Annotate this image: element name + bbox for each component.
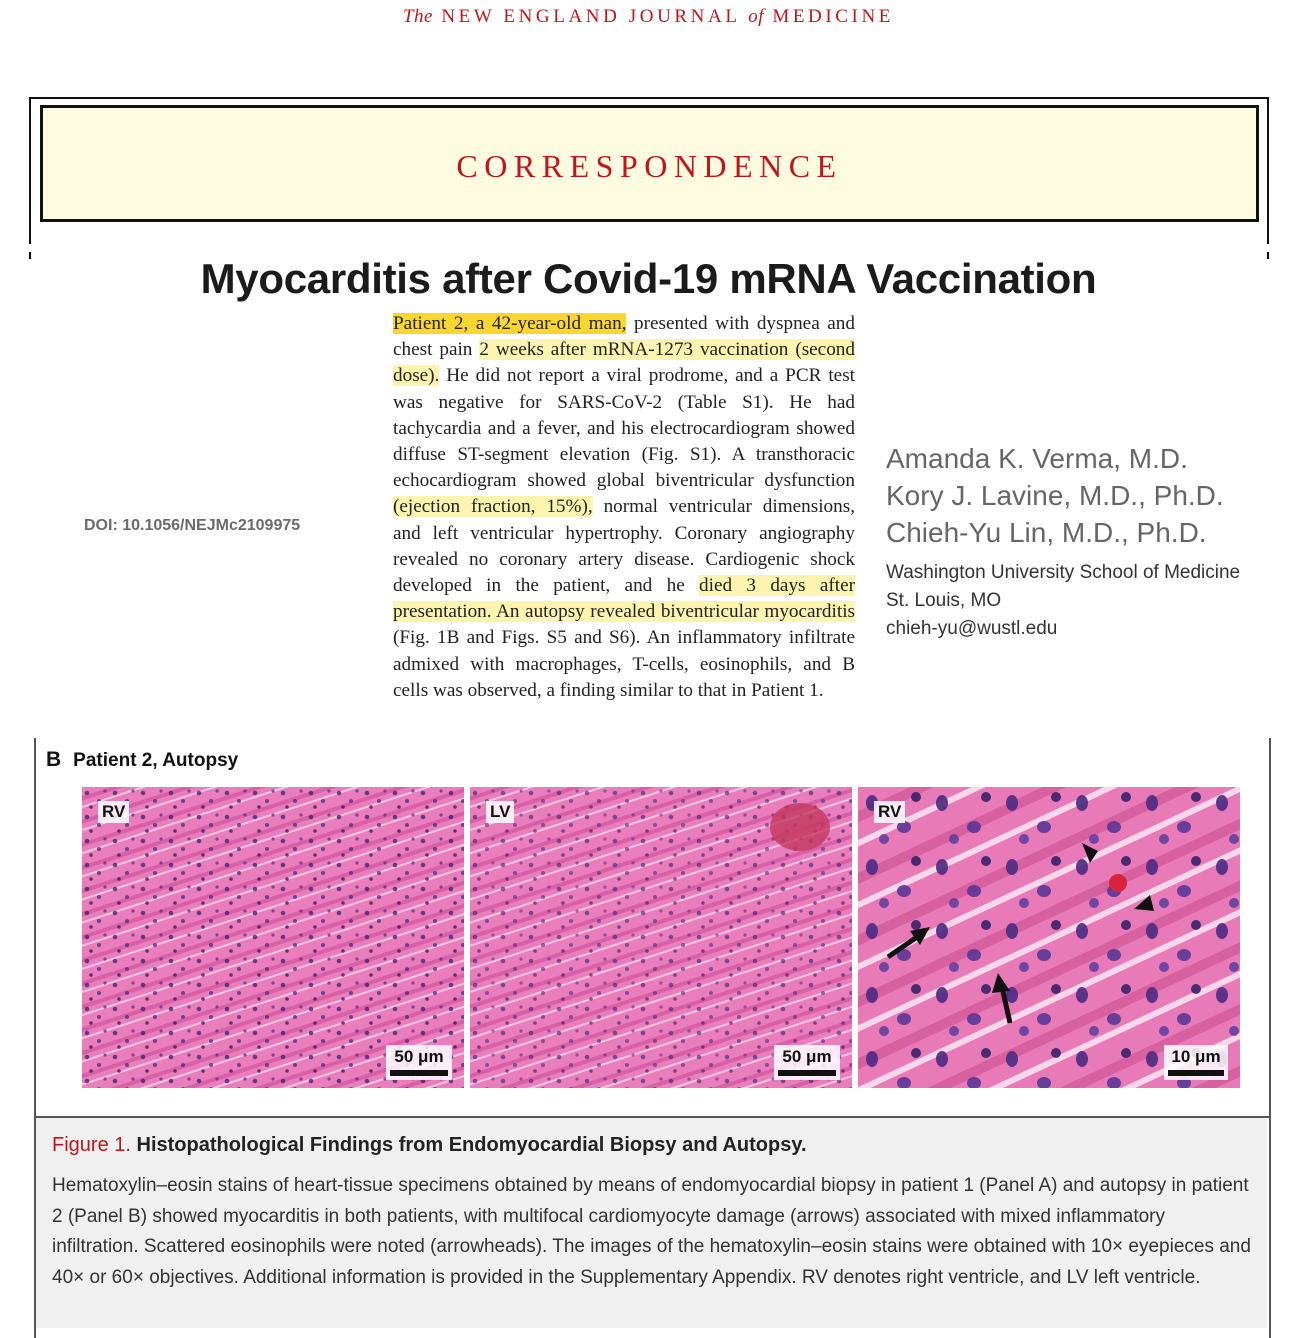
masthead-of: of xyxy=(748,6,764,27)
figure-caption: Hematoxylin–eosin stains of heart-tissue specimens obtained by means of endomyocardial biopsy in patient 1 (Panel A) and autopsy in patient 2 (Panel B) showed myocarditis in both patients, with multifocal cardiomyocyte damage (arrows) associated with mixed inflammatory infiltration. Scattered eosinophils were noted (arrowheads). The images of the hematoxylin–eosin stains were obtained with 10× eyepieces and 40× or 60× objectives. Additional information is provided in the Supplementary Appendix. RV denotes right ventricle, and LV left ventricle. xyxy=(52,1175,1251,1288)
author-name: Kory J. Lavine, M.D., Ph.D. xyxy=(886,480,1224,511)
image-label: RV xyxy=(874,801,905,823)
micrograph-lv-low xyxy=(470,787,852,1088)
scale-bar: 50 μm xyxy=(386,1045,452,1080)
panel-title: Patient 2, Autopsy xyxy=(73,750,239,771)
tissue-image xyxy=(470,787,852,1088)
location: St. Louis, MO xyxy=(886,590,1002,611)
section-banner xyxy=(40,105,1259,222)
tissue-image xyxy=(82,787,464,1088)
highlight-patient: Patient 2, a 42-year-old man, xyxy=(393,313,627,334)
article-body: Patient 2, a 42-year-old man, presented with dyspnea and chest pain 2 weeks after mRNA-1273 vaccination (second dose). He did not report a viral prodrome, and a PCR test was negative for SARS-CoV-2 (Table S1). He had tachycardia and a fever, and his electrocardiogram showed diffuse ST-segment elevation (Fig. S1). A transthoracic echocardiogram showed global biventricular dysfunction (ejection fraction, 15%), normal ventricular dimensions, and left ventricular hypertrophy. Coronary angiography revealed no coronary artery disease. Cardiogenic shock developed in the patient, and he died 3 days after presentation. An autopsy revealed biventricular myocarditis (Fig. 1B and Figs. S5 and S6). An inflammatory infiltrate admixed with macrophages, T-cells, eosinophils, and B cells was observed, a finding similar to that in Patient 1. xyxy=(393,313,855,701)
tissue-image xyxy=(858,787,1240,1088)
panel-letter: B xyxy=(46,748,62,771)
highlight-outcome: died 3 days after presentation. An autopsy revealed biventricular myocarditis xyxy=(393,575,855,623)
author-name: Chieh-Yu Lin, M.D., Ph.D. xyxy=(886,517,1207,548)
image-label: RV xyxy=(98,801,129,823)
caption-heading xyxy=(52,1134,807,1157)
figure-title: Histopathological Findings from Endomyocardial Biopsy and Autopsy. xyxy=(136,1134,807,1156)
section-title: CORRESPONDENCE xyxy=(456,148,843,184)
micrograph-rv-high xyxy=(858,787,1240,1088)
micrograph-rv-low xyxy=(82,787,464,1088)
masthead-journal: NEW ENGLAND JOURNAL xyxy=(441,6,740,27)
doi-link[interactable]: DOI: 10.1056/NEJMc2109975 xyxy=(84,517,301,534)
eosinophil xyxy=(1109,874,1127,892)
panel-heading xyxy=(46,748,250,772)
author-name: Amanda K. Verma, M.D. xyxy=(886,443,1188,474)
figure-label: Figure 1. xyxy=(52,1134,131,1156)
highlight-ejection: (ejection fraction, 15%), xyxy=(393,496,593,518)
image-label: LV xyxy=(486,801,514,823)
article-title: Myocarditis after Covid-19 mRNA Vaccination xyxy=(200,255,1097,302)
author-list xyxy=(886,440,1224,551)
institution: Washington University School of Medicine xyxy=(886,562,1241,583)
masthead-medicine: MEDICINE xyxy=(772,6,895,27)
email-link[interactable]: chieh-yu@wustl.edu xyxy=(886,618,1058,639)
journal-masthead xyxy=(0,6,1297,28)
scale-bar: 10 μm xyxy=(1164,1045,1228,1080)
highlight-timing: 2 weeks after mRNA-1273 vaccination (second dose). xyxy=(393,339,855,387)
affiliation xyxy=(886,559,1240,643)
scale-bar: 50 μm xyxy=(774,1045,840,1080)
masthead-the: The xyxy=(402,6,433,27)
